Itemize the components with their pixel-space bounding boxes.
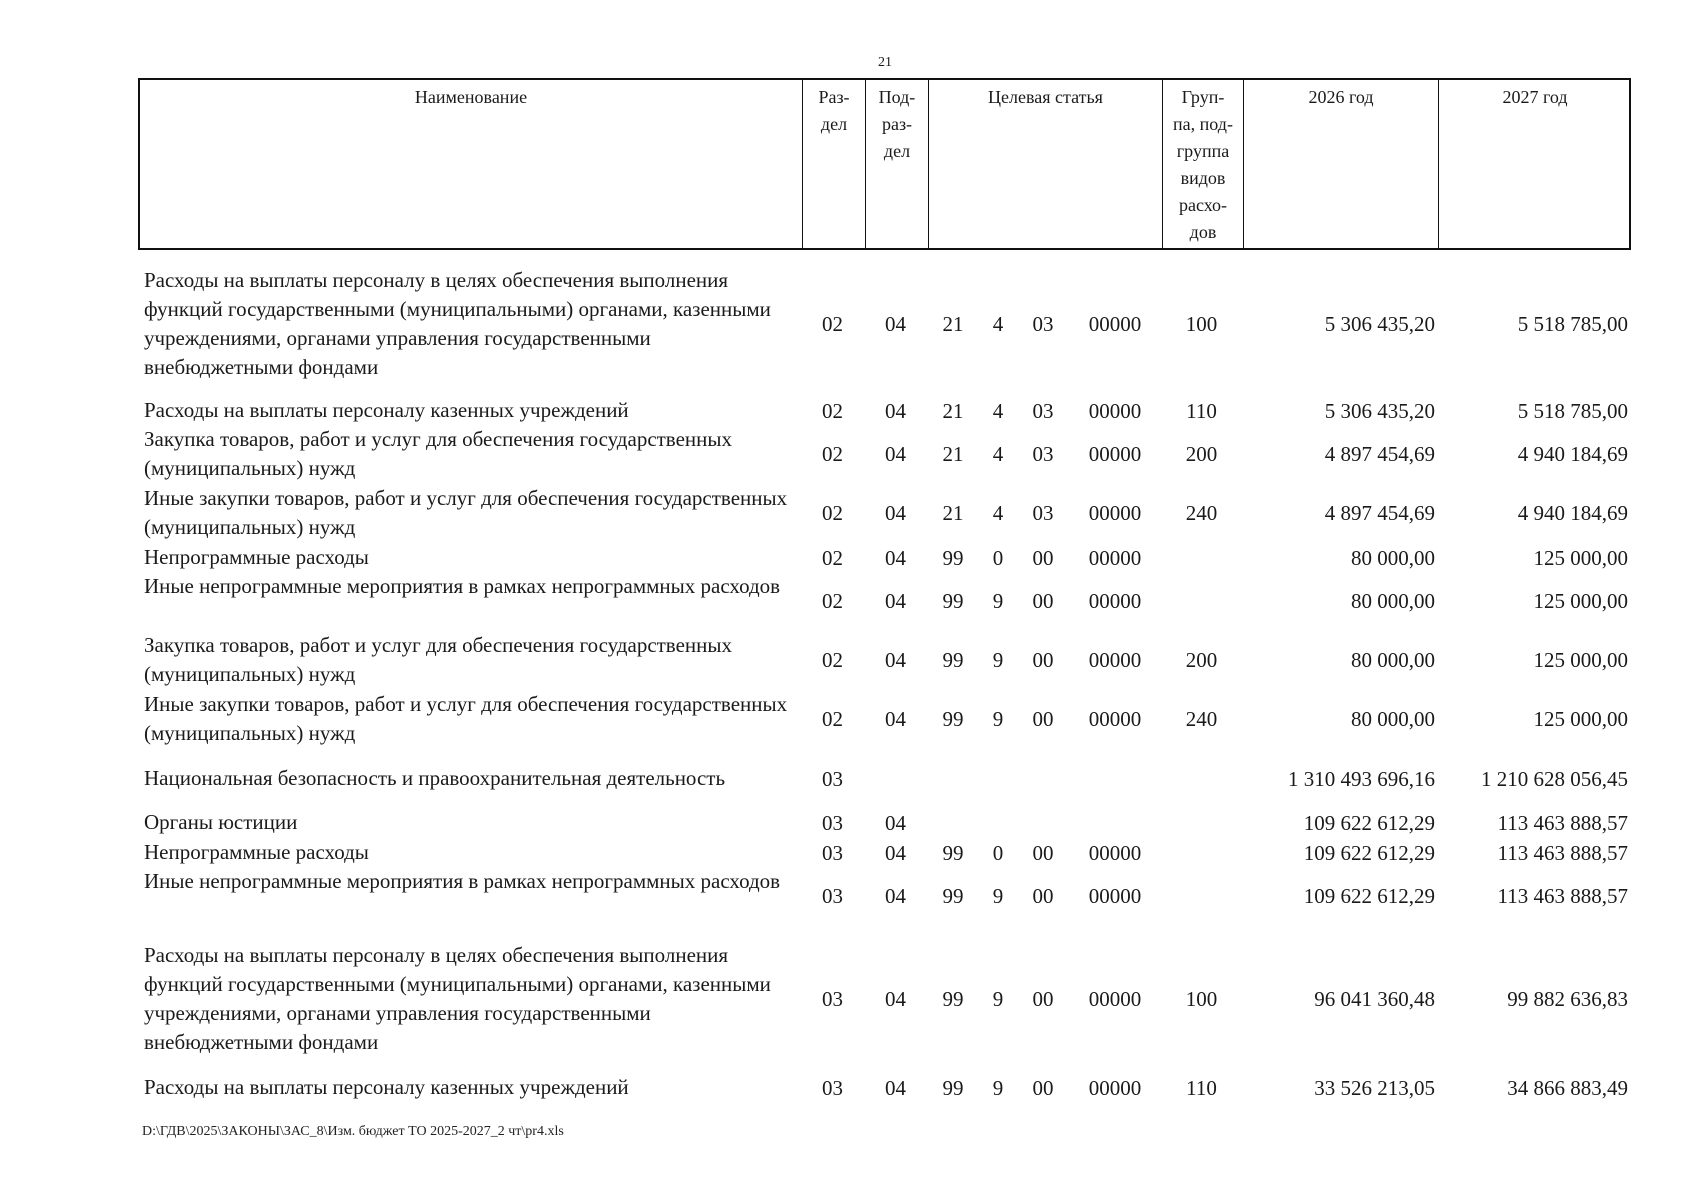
cell-target-direction xyxy=(1069,808,1161,838)
cell-target-program: 99 xyxy=(942,545,964,570)
cell-subsection: 04 xyxy=(885,442,906,466)
cell-expense-group xyxy=(1161,808,1242,838)
cell-name: Закупка товаров, работ и услуг для обеспечения государственных (муниципальных) нужд xyxy=(144,633,733,686)
cell-target-program xyxy=(927,764,979,794)
cell-target-subprogram: 4 xyxy=(992,501,1004,525)
cell-name: Расходы на выплаты персоналу в целях обеспечения выполнения функций государственными (муниципальными) органами, казенными учреждениями, органами управления государственными внебюджетными фондами xyxy=(144,943,771,1054)
header-subsection: Под- раз- дел xyxy=(866,80,929,248)
cell-amount-2026: 5 306 435,20 xyxy=(1324,398,1435,423)
header-name: Наименование xyxy=(140,80,803,248)
cell-expense-group: 100 xyxy=(1185,987,1218,1011)
cell-amount-2027: 125 000,00 xyxy=(1533,648,1628,672)
cell-target-program: 99 xyxy=(942,707,964,731)
cell-target-direction: 00000 xyxy=(1088,1075,1142,1100)
cell-amount-2026: 5 306 435,20 xyxy=(1324,312,1435,336)
table-row xyxy=(138,838,1631,868)
table-header xyxy=(138,78,1631,250)
cell-name: Иные непрограммные мероприятия в рамках непрограммных расходов xyxy=(144,574,781,598)
cell-section: 02 xyxy=(822,312,843,336)
cell-subsection: 04 xyxy=(885,1075,906,1100)
cell-subsection: 04 xyxy=(885,398,906,423)
cell-target-event: 03 xyxy=(1032,398,1054,423)
file-path: D:\ГДВ\2025\ЗАКОНЫ\ЗАС_8\Изм. бюджет ТО 2025-2027_2 чт\pr4.xls xyxy=(142,1124,564,1139)
cell-target-subprogram: 9 xyxy=(992,987,1004,1011)
table-row xyxy=(138,543,1631,573)
cell-name: Национальная безопасность и правоохранительная деятельность xyxy=(144,766,726,790)
cell-name: Расходы на выплаты персоналу в целях обеспечения выполнения функций государственными (муниципальными) органами, казенными учреждениями, органами управления государственными внебюджетными фондами xyxy=(144,268,771,379)
cell-target-program xyxy=(927,808,979,838)
cell-expense-group xyxy=(1161,764,1242,794)
cell-target-subprogram: 4 xyxy=(992,442,1004,466)
header-group: Груп- па, под- группа видов расхо- дов xyxy=(1163,80,1244,248)
cell-amount-2027: 113 463 888,57 xyxy=(1497,884,1628,908)
cell-amount-2026: 109 622 612,29 xyxy=(1303,810,1435,835)
cell-section: 03 xyxy=(822,1075,843,1100)
cell-amount-2026: 96 041 360,48 xyxy=(1314,987,1435,1011)
table-row xyxy=(138,396,1631,426)
cell-target-program: 99 xyxy=(942,884,964,908)
cell-expense-group: 110 xyxy=(1186,398,1217,423)
cell-name: Непрограммные расходы xyxy=(144,545,369,569)
cell-target-program: 99 xyxy=(942,987,964,1011)
cell-amount-2026: 80 000,00 xyxy=(1351,648,1435,672)
header-2026: 2026 год xyxy=(1244,80,1439,248)
cell-target-direction: 00000 xyxy=(1088,312,1142,336)
cell-target-event: 00 xyxy=(1032,987,1054,1011)
cell-target-program: 99 xyxy=(942,589,964,613)
cell-section: 02 xyxy=(822,707,843,731)
cell-expense-group: 200 xyxy=(1185,648,1218,672)
cell-target-program: 99 xyxy=(942,648,964,672)
cell-target-direction: 00000 xyxy=(1088,987,1142,1011)
cell-target-direction: 00000 xyxy=(1088,442,1142,466)
cell-target-subprogram xyxy=(979,808,1017,838)
cell-target-subprogram: 4 xyxy=(992,312,1004,336)
cell-target-program: 21 xyxy=(942,312,964,336)
cell-target-direction: 00000 xyxy=(1088,501,1142,525)
cell-target-event: 00 xyxy=(1032,707,1054,731)
cell-name: Иные непрограммные мероприятия в рамках непрограммных расходов xyxy=(144,869,781,893)
cell-target-direction: 00000 xyxy=(1088,707,1142,731)
table-row xyxy=(138,484,1631,543)
cell-section: 03 xyxy=(822,884,843,908)
cell-expense-group: 240 xyxy=(1185,707,1218,731)
cell-target-subprogram: 4 xyxy=(992,398,1004,423)
cell-amount-2026: 33 526 213,05 xyxy=(1314,1075,1435,1100)
cell-section: 02 xyxy=(822,589,843,613)
cell-name: Иные закупки товаров, работ и услуг для обеспечения государственных (муниципальных) нужд xyxy=(144,486,788,539)
table-row xyxy=(138,941,1631,1058)
cell-amount-2026: 80 000,00 xyxy=(1351,707,1435,731)
cell-amount-2027: 5 518 785,00 xyxy=(1517,398,1628,423)
table-row xyxy=(138,808,1631,838)
header-section: Раз- дел xyxy=(803,80,866,248)
header-target: Целевая статья xyxy=(929,80,1163,248)
cell-subsection: 04 xyxy=(885,840,906,865)
table-row xyxy=(138,764,1631,794)
cell-subsection: 04 xyxy=(885,545,906,570)
page-number: 21 xyxy=(878,55,892,70)
cell-amount-2027: 4 940 184,69 xyxy=(1517,501,1628,525)
cell-target-event: 00 xyxy=(1032,545,1054,570)
cell-expense-group xyxy=(1161,838,1242,868)
cell-amount-2027: 5 518 785,00 xyxy=(1517,312,1628,336)
cell-target-subprogram: 9 xyxy=(992,707,1004,731)
cell-subsection xyxy=(864,764,927,794)
cell-section: 03 xyxy=(822,987,843,1011)
cell-section: 03 xyxy=(822,840,843,865)
cell-target-program: 21 xyxy=(942,501,964,525)
cell-subsection: 04 xyxy=(885,884,906,908)
cell-target-subprogram: 9 xyxy=(992,589,1004,613)
cell-amount-2027: 1 210 628 056,45 xyxy=(1481,766,1628,791)
cell-section: 02 xyxy=(822,648,843,672)
cell-amount-2027: 125 000,00 xyxy=(1533,589,1628,613)
cell-target-event: 00 xyxy=(1032,648,1054,672)
cell-section: 03 xyxy=(822,766,843,791)
cell-amount-2026: 1 310 493 696,16 xyxy=(1288,766,1435,791)
cell-name: Расходы на выплаты персоналу казенных учреждений xyxy=(144,398,629,422)
table-row xyxy=(138,1073,1631,1103)
cell-name: Закупка товаров, работ и услуг для обеспечения государственных (муниципальных) нужд xyxy=(144,427,733,480)
cell-expense-group: 240 xyxy=(1185,501,1218,525)
cell-target-event: 00 xyxy=(1032,589,1054,613)
cell-amount-2026: 109 622 612,29 xyxy=(1303,840,1435,865)
table-row xyxy=(138,631,1631,690)
cell-expense-group xyxy=(1161,572,1242,631)
cell-expense-group: 200 xyxy=(1185,442,1218,466)
cell-target-direction: 00000 xyxy=(1088,398,1142,423)
cell-target-subprogram: 9 xyxy=(992,1075,1004,1100)
cell-name: Органы юстиции xyxy=(144,810,298,834)
cell-target-subprogram: 9 xyxy=(992,648,1004,672)
cell-amount-2027: 113 463 888,57 xyxy=(1497,810,1628,835)
cell-target-direction: 00000 xyxy=(1088,589,1142,613)
cell-amount-2026: 109 622 612,29 xyxy=(1303,884,1435,908)
cell-name: Иные закупки товаров, работ и услуг для обеспечения государственных (муниципальных) нужд xyxy=(144,692,788,745)
cell-subsection: 04 xyxy=(885,501,906,525)
header-2027: 2027 год xyxy=(1502,87,1568,107)
cell-amount-2027: 125 000,00 xyxy=(1533,707,1628,731)
cell-subsection: 04 xyxy=(885,312,906,336)
cell-target-direction: 00000 xyxy=(1088,648,1142,672)
cell-target-program: 21 xyxy=(942,442,964,466)
cell-target-subprogram: 0 xyxy=(992,545,1004,570)
cell-target-event: 03 xyxy=(1032,442,1054,466)
cell-target-subprogram xyxy=(979,764,1017,794)
cell-amount-2026: 4 897 454,69 xyxy=(1324,442,1435,466)
cell-amount-2027: 34 866 883,49 xyxy=(1507,1075,1628,1100)
cell-expense-group: 110 xyxy=(1186,1075,1217,1100)
cell-amount-2027: 4 940 184,69 xyxy=(1517,442,1628,466)
cell-name: Непрограммные расходы xyxy=(144,840,369,864)
cell-expense-group: 100 xyxy=(1185,312,1218,336)
cell-section: 02 xyxy=(822,545,843,570)
cell-amount-2026: 80 000,00 xyxy=(1351,545,1435,570)
cell-subsection: 04 xyxy=(885,987,906,1011)
cell-expense-group xyxy=(1161,543,1242,573)
cell-target-program: 21 xyxy=(942,398,964,423)
cell-target-event xyxy=(1017,764,1069,794)
cell-section: 02 xyxy=(822,442,843,466)
cell-section: 02 xyxy=(822,501,843,525)
cell-target-direction: 00000 xyxy=(1088,840,1142,865)
cell-target-event: 00 xyxy=(1032,840,1054,865)
cell-name: Расходы на выплаты персоналу казенных учреждений xyxy=(144,1075,629,1099)
cell-amount-2027: 125 000,00 xyxy=(1533,545,1628,570)
cell-target-event: 00 xyxy=(1032,1075,1054,1100)
cell-subsection: 04 xyxy=(885,707,906,731)
cell-target-program: 99 xyxy=(942,1075,964,1100)
cell-amount-2026: 80 000,00 xyxy=(1351,589,1435,613)
cell-expense-group xyxy=(1161,867,1242,926)
cell-subsection: 04 xyxy=(885,589,906,613)
cell-target-event: 03 xyxy=(1032,501,1054,525)
cell-target-subprogram: 0 xyxy=(992,840,1004,865)
cell-target-subprogram: 9 xyxy=(992,884,1004,908)
cell-section: 03 xyxy=(822,810,843,835)
table-row xyxy=(138,266,1631,383)
cell-amount-2027: 99 882 636,83 xyxy=(1507,987,1628,1011)
cell-target-event xyxy=(1017,808,1069,838)
cell-target-event: 00 xyxy=(1032,884,1054,908)
cell-target-event: 03 xyxy=(1032,312,1054,336)
cell-target-direction: 00000 xyxy=(1088,884,1142,908)
cell-subsection: 04 xyxy=(885,810,906,835)
cell-amount-2027: 113 463 888,57 xyxy=(1497,840,1628,865)
cell-target-direction: 00000 xyxy=(1088,545,1142,570)
cell-amount-2026: 4 897 454,69 xyxy=(1324,501,1435,525)
cell-section: 02 xyxy=(822,398,843,423)
cell-target-direction xyxy=(1069,764,1161,794)
table-row xyxy=(138,425,1631,484)
table-row xyxy=(138,572,1631,631)
cell-target-program: 99 xyxy=(942,840,964,865)
table-row xyxy=(138,867,1631,926)
table-row xyxy=(138,690,1631,749)
cell-subsection: 04 xyxy=(885,648,906,672)
